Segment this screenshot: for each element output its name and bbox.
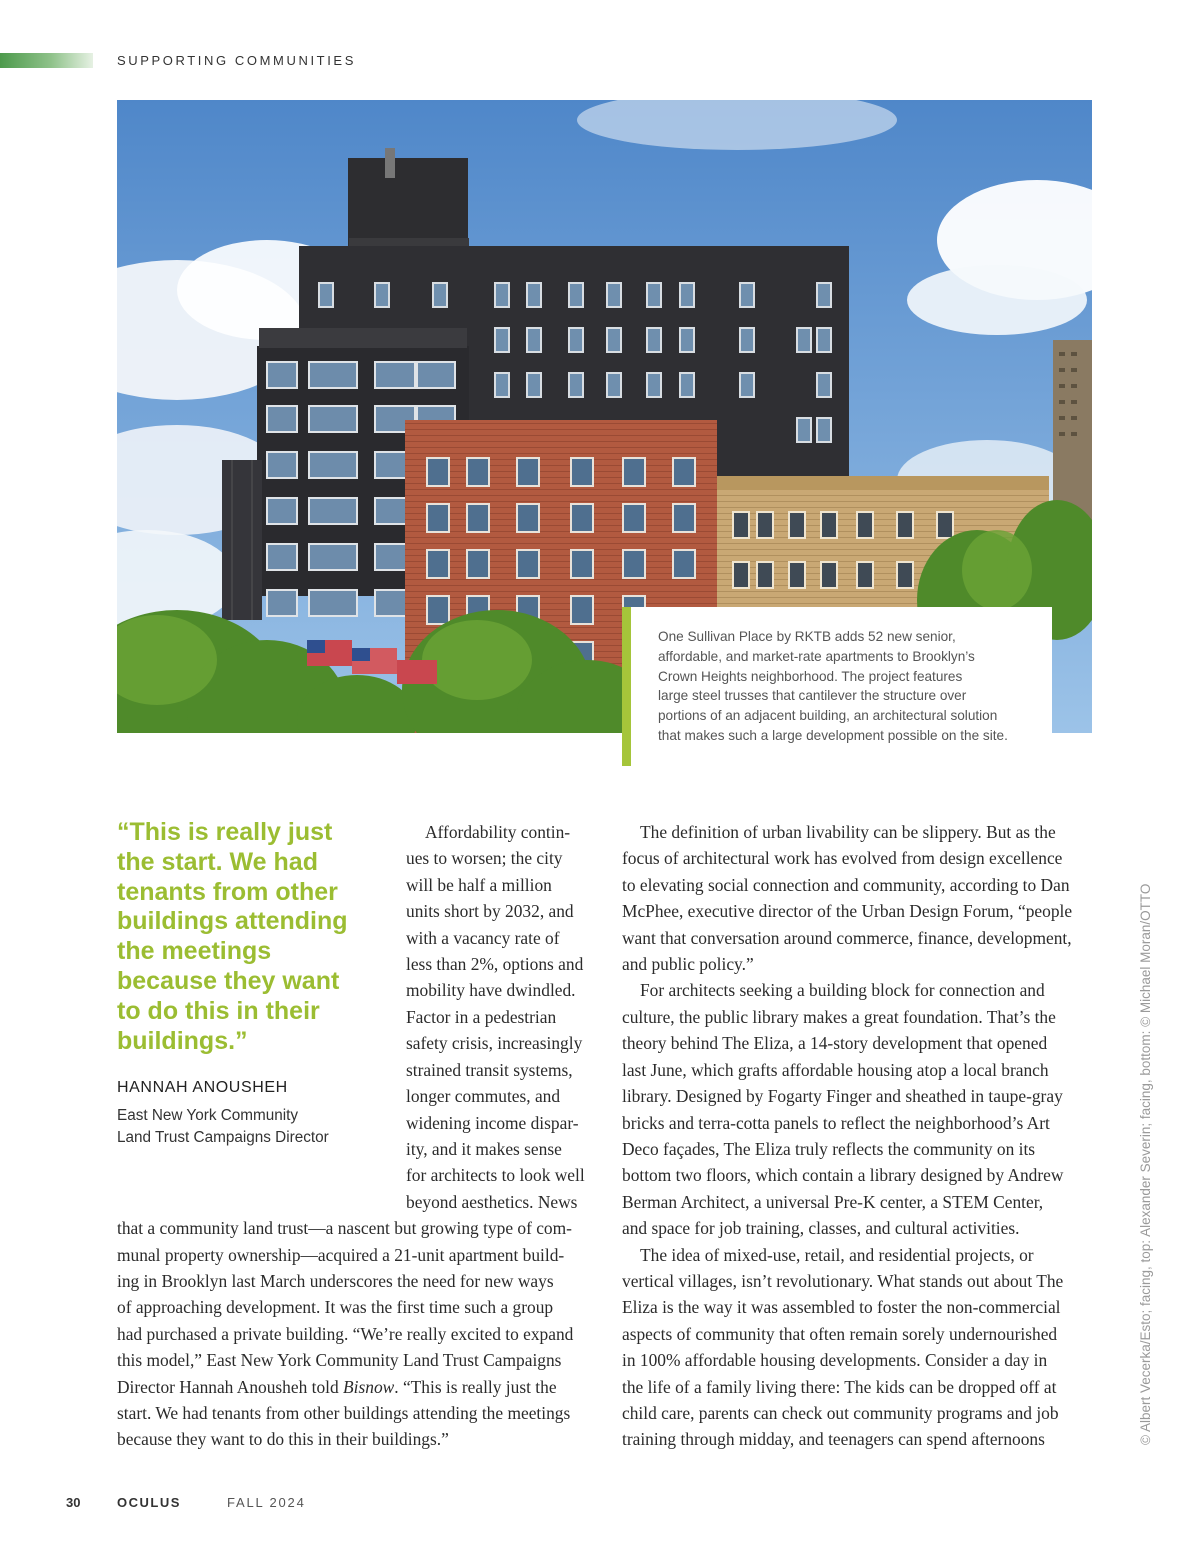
body-line: The idea of mixed-use, retail, and residential projects, or (640, 1245, 1034, 1265)
body-line: widening income dispar- (406, 1113, 579, 1133)
section-color-bar (0, 53, 93, 68)
issue-date: FALL 2024 (227, 1495, 306, 1510)
body-line: bricks and terra-cotta panels to reflect the neighborhood’s Art (622, 1113, 1050, 1133)
caption-line: that makes such a large development possible on the site. (658, 727, 1008, 743)
magazine-name: OCULUS (117, 1495, 181, 1510)
caption-line: affordable, and market-rate apartments to Brooklyn’s (658, 648, 975, 664)
body-line: ity, and it makes sense (406, 1139, 562, 1159)
body-line: vertical villages, isn’t revolutionary. What stands out about The (622, 1271, 1064, 1291)
body-line: culture, the public library makes a great foundation. That’s the (622, 1007, 1056, 1027)
body-text: Director Hannah Anousheh told (117, 1377, 344, 1397)
body-line: that a community land trust—a nascent but growing type of com- (117, 1218, 572, 1238)
quote-attribution-title (117, 1105, 379, 1149)
body-line: with a vacancy rate of (406, 928, 560, 948)
body-line: in 100% affordable housing developments. Consider a day in (622, 1350, 1048, 1370)
body-line: less than 2%, options and (406, 954, 584, 974)
pull-quote-line: the meetings (117, 937, 272, 966)
body-line: ues to worsen; the city (406, 848, 563, 868)
caption-accent-bar (622, 607, 631, 766)
body-line: strained transit systems, (406, 1060, 573, 1080)
attribution-title-line: East New York Community (117, 1107, 299, 1124)
quote-attribution-name: HANNAH ANOUSHEH (117, 1079, 288, 1096)
body-line: units short by 2032, and (406, 901, 574, 921)
pull-quote-line: to do this in their (117, 996, 320, 1025)
body-line: had purchased a private building. “We’re really excited to expand (117, 1324, 574, 1344)
body-line: and public policy.” (622, 954, 754, 974)
attribution-title-line: Land Trust Campaigns Director (117, 1129, 329, 1146)
body-line: want that conversation around commerce, finance, development, (622, 928, 1072, 948)
body-line: start. We had tenants from other buildings attending the meetings (117, 1403, 571, 1423)
body-line: last June, which grafts affordable housing atop a local branch (622, 1060, 1049, 1080)
body-line: child care, parents can check out community programs and job (622, 1403, 1059, 1423)
pull-quote-line: “This is really just (117, 818, 333, 846)
body-line: ing in Brooklyn last March underscores the need for new ways (117, 1271, 554, 1291)
body-line: Eliza is the way it was assembled to foster the non-commercial (622, 1297, 1061, 1317)
page-number: 30 (66, 1495, 81, 1510)
body-line: and space for job training, classes, and cultural activities. (622, 1218, 1020, 1238)
pull-quote (117, 818, 379, 1056)
body-line: safety crisis, increasingly (406, 1033, 583, 1053)
photo-caption (622, 607, 1052, 766)
body-line: theory behind The Eliza, a 14-story development that opened (622, 1033, 1048, 1053)
body-line: mobility have dwindled. (406, 980, 576, 1000)
body-line: Deco façades, The Eliza truly reflects the community on its (622, 1139, 1036, 1159)
pull-quote-line: tenants from other (117, 877, 338, 906)
caption-line: large steel trusses that cantilever the structure over (658, 688, 967, 704)
body-line: this model,” East New York Community Land Trust Campaigns (117, 1350, 562, 1370)
body-line: for architects to look well (406, 1165, 585, 1185)
pull-quote-line: because they want (117, 966, 340, 995)
body-line: For architects seeking a building block for connection and (640, 980, 1045, 1000)
caption-line: Crown Heights neighborhood. The project features (658, 668, 963, 684)
body-line: munal property ownership—acquired a 21-unit apartment build- (117, 1245, 565, 1265)
body-text: . “This is really just the (394, 1377, 557, 1397)
caption-line: portions of an adjacent building, an architectural solution (658, 708, 998, 724)
pull-quote-line: buildings.” (117, 1026, 248, 1055)
body-line: library. Designed by Fogarty Finger and sheathed in taupe-gray (622, 1086, 1063, 1106)
photo-credit: © Albert Vecerka/Esto; facing, top: Alexander Severin; facing, bottom: © Michael Moran/OTTO (1138, 883, 1153, 1445)
body-line: will be half a million (406, 875, 552, 895)
section-label: SUPPORTING COMMUNITIES (117, 53, 356, 68)
body-line: aspects of community that often remain sorely undernourished (622, 1324, 1058, 1344)
pull-quote-line: the start. We had (117, 847, 318, 876)
body-line (117, 1374, 557, 1400)
body-line: The definition of urban livability can be slippery. But as the (640, 822, 1056, 842)
body-line: Affordability contin- (425, 822, 571, 842)
body-line: to elevating social connection and community, according to Dan (622, 875, 1070, 895)
body-line: Berman Architect, a universal Pre-K center, a STEM Center, (622, 1192, 1044, 1212)
body-line: Factor in a pedestrian (406, 1007, 557, 1027)
body-line: of approaching development. It was the first time such a group (117, 1297, 554, 1317)
publication-name: Bisnow (343, 1377, 395, 1397)
caption-line: One Sullivan Place by RKTB adds 52 new senior, (658, 629, 956, 644)
body-line: McPhee, executive director of the Urban Design Forum, “people (622, 901, 1073, 921)
body-line: beyond aesthetics. News (406, 1192, 578, 1212)
body-line: focus of architectural work has evolved from design excellence (622, 848, 1063, 868)
body-line: training through midday, and teenagers can spend afternoons (622, 1429, 1045, 1449)
caption-text (658, 627, 1038, 746)
body-line: longer commutes, and (406, 1086, 561, 1106)
pull-quote-line: buildings attending (117, 907, 348, 936)
body-line: because they want to do this in their buildings.” (117, 1429, 449, 1449)
body-line: bottom two floors, which contain a library designed by Andrew (622, 1165, 1064, 1185)
body-line: the life of a family living there: The kids can be dropped off at (622, 1377, 1057, 1397)
